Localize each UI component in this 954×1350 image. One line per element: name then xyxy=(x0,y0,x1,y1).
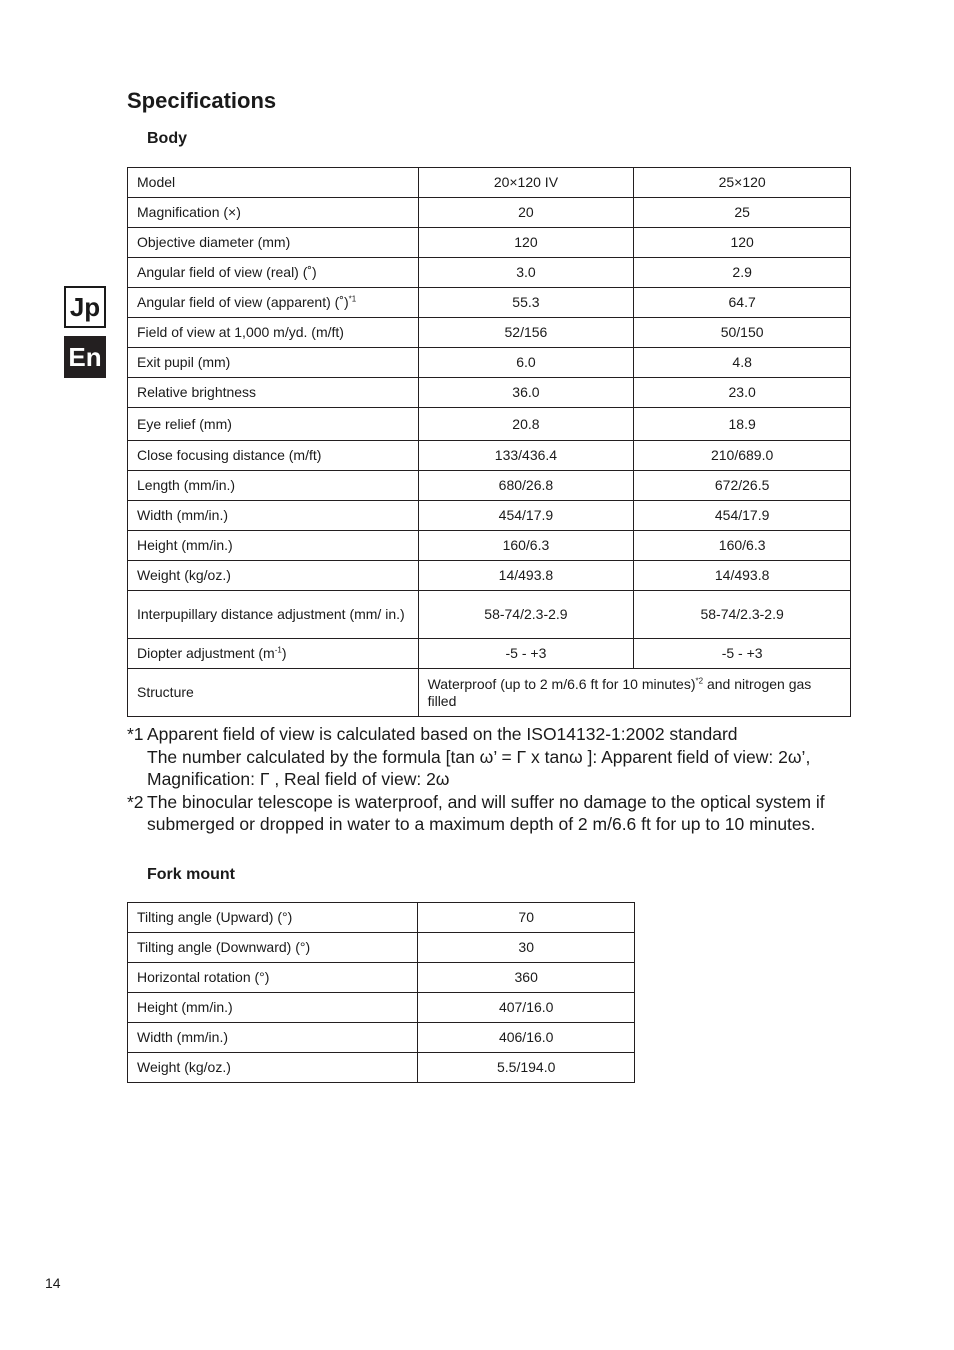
spec-label xyxy=(128,198,419,228)
language-tab-jp[interactable]: Jp xyxy=(64,286,106,328)
spec-label: Weight (kg/oz.) xyxy=(128,1053,418,1083)
table-row xyxy=(128,501,851,531)
spec-label-text: Weight (kg/oz.) xyxy=(137,567,231,583)
spec-value: 133/436.4 xyxy=(418,441,634,471)
spec-label-text: Interpupillary distance adjustment (mm/ in.) xyxy=(137,606,405,622)
spec-label xyxy=(128,639,419,669)
spec-label: Horizontal rotation (°) xyxy=(128,963,418,993)
spec-value: 23.0 xyxy=(634,378,851,408)
spec-value: 454/17.9 xyxy=(634,501,851,531)
spec-value: 120 xyxy=(634,228,851,258)
spec-value: 5.5/194.0 xyxy=(418,1053,635,1083)
page-number: 14 xyxy=(45,1275,61,1291)
table-row xyxy=(128,993,635,1023)
spec-value: 58-74/2.3-2.9 xyxy=(634,591,851,639)
spec-label xyxy=(128,348,419,378)
spec-label: Height (mm/in.) xyxy=(128,993,418,1023)
spec-label-text: Close focusing distance (m/ft) xyxy=(137,447,322,463)
spec-value: 14/493.8 xyxy=(634,561,851,591)
spec-value: 120 xyxy=(418,228,634,258)
table-row xyxy=(128,198,851,228)
spec-label-text: Eye relief (mm) xyxy=(137,415,232,432)
spec-value: 58-74/2.3-2.9 xyxy=(418,591,634,639)
spec-value: 2.9 xyxy=(634,258,851,288)
table-row xyxy=(128,903,635,933)
table-row xyxy=(128,408,851,441)
spec-value: 6.0 xyxy=(418,348,634,378)
spec-label-text: Width (mm/in.) xyxy=(137,507,228,523)
spec-value: 50/150 xyxy=(634,318,851,348)
spec-value: 30 xyxy=(418,933,635,963)
spec-label-text: Diopter adjustment (m xyxy=(137,645,275,661)
footnote-line: Apparent field of view is calculated based on the ISO14132-1:2002 standard xyxy=(147,724,738,744)
table-row xyxy=(128,1053,635,1083)
spec-value: 160/6.3 xyxy=(634,531,851,561)
spec-value: 672/26.5 xyxy=(634,471,851,501)
spec-value: 4.8 xyxy=(634,348,851,378)
spec-label-text: Exit pupil (mm) xyxy=(137,354,231,370)
table-row xyxy=(128,591,851,639)
spec-label-text: Magnification (×) xyxy=(137,204,241,220)
footnote-line: The number calculated by the formula [tan ω’ = Γ x tanω ]: Apparent field of view: 2ω’, Magnification: Γ , Real field of view: 2ω xyxy=(147,746,811,789)
header-cell: Model xyxy=(128,168,419,198)
spec-label: Tilting angle (Downward) (°) xyxy=(128,933,418,963)
footnote-marker: *1 xyxy=(127,724,144,744)
footnote-text xyxy=(147,791,857,836)
footnote xyxy=(127,723,857,791)
spec-label xyxy=(128,378,419,408)
table-row xyxy=(128,348,851,378)
spec-label xyxy=(128,288,419,318)
footnote xyxy=(127,791,857,836)
spec-value: 20.8 xyxy=(418,408,634,441)
footnote-marker: *2 xyxy=(127,791,144,812)
table-row xyxy=(128,669,851,717)
spec-value: 52/156 xyxy=(418,318,634,348)
spec-label: Structure xyxy=(128,669,419,717)
unit-exponent: -1 xyxy=(274,645,282,655)
body-heading: Body xyxy=(147,130,187,147)
table-row xyxy=(128,531,851,561)
header-cell: 25×120 xyxy=(634,168,851,198)
spec-value: 14/493.8 xyxy=(418,561,634,591)
table-row xyxy=(128,639,851,669)
spec-label xyxy=(128,258,419,288)
spec-label xyxy=(128,501,419,531)
footnote-text xyxy=(147,723,857,791)
spec-label xyxy=(128,408,419,441)
header-cell: 20×120 IV xyxy=(418,168,634,198)
language-tab-en[interactable]: En xyxy=(64,336,106,378)
spec-label-text: Angular field of view (real) (˚) xyxy=(137,264,317,280)
fork-mount-spec-table xyxy=(127,902,635,1083)
footnote-ref: *1 xyxy=(348,294,357,304)
spec-value: 454/17.9 xyxy=(418,501,634,531)
spec-value: 680/26.8 xyxy=(418,471,634,501)
spec-value: -5 - +3 xyxy=(634,639,851,669)
table-row xyxy=(128,378,851,408)
spec-label xyxy=(128,441,419,471)
spec-label xyxy=(128,591,419,639)
spec-label: Width (mm/in.) xyxy=(128,1023,418,1053)
structure-text: and nitrogen gas filled xyxy=(427,675,812,709)
table-row xyxy=(128,1023,635,1053)
table-row xyxy=(128,288,851,318)
spec-label-text: ) xyxy=(281,645,287,661)
spec-value: 407/16.0 xyxy=(418,993,635,1023)
spec-value: 18.9 xyxy=(634,408,851,441)
table-row xyxy=(128,318,851,348)
spec-label-text: Height (mm/in.) xyxy=(137,537,233,553)
spec-label xyxy=(128,561,419,591)
table-row xyxy=(128,168,851,198)
spec-label-text: Relative brightness xyxy=(137,384,257,400)
spec-label-text: Field of view at 1,000 m/yd. (m/ft) xyxy=(137,324,344,340)
spec-label xyxy=(128,228,419,258)
footnotes xyxy=(127,723,857,836)
spec-value: 55.3 xyxy=(418,288,634,318)
table-row xyxy=(128,963,635,993)
spec-value: 210/689.0 xyxy=(634,441,851,471)
spec-label: Tilting angle (Upward) (°) xyxy=(128,903,418,933)
spec-label-text: Angular field of view (apparent) (˚) xyxy=(137,294,349,310)
fork-mount-heading: Fork mount xyxy=(147,866,235,883)
spec-value: 64.7 xyxy=(634,288,851,318)
spec-value: 160/6.3 xyxy=(418,531,634,561)
spec-value: 25 xyxy=(634,198,851,228)
spec-label-text: Length (mm/in.) xyxy=(137,477,236,493)
spec-label-text: Objective diameter (mm) xyxy=(137,234,291,250)
spec-value: -5 - +3 xyxy=(418,639,634,669)
spec-label xyxy=(128,318,419,348)
table-row xyxy=(128,561,851,591)
footnote-ref: *2 xyxy=(695,675,704,685)
spec-value: 406/16.0 xyxy=(418,1023,635,1053)
spec-label xyxy=(128,471,419,501)
table-row xyxy=(128,441,851,471)
spec-value: 70 xyxy=(418,903,635,933)
table-row xyxy=(128,471,851,501)
table-row xyxy=(128,228,851,258)
spec-value: 360 xyxy=(418,963,635,993)
spec-value: 3.0 xyxy=(418,258,634,288)
page-title: Specifications xyxy=(127,88,277,113)
spec-label xyxy=(128,531,419,561)
table-row xyxy=(128,933,635,963)
spec-value xyxy=(418,669,850,717)
table-row xyxy=(128,258,851,288)
spec-value: 20 xyxy=(418,198,634,228)
spec-value: 36.0 xyxy=(418,378,634,408)
footnote-line: The binocular telescope is waterproof, and will suffer no damage to the optical system if submerged or dropped in water to a maximum depth of 2 m/6.6 ft for up to 10 minutes. xyxy=(147,791,825,834)
body-spec-table xyxy=(127,167,851,717)
structure-text: Waterproof (up to 2 m/6.6 ft for 10 minutes) xyxy=(427,675,696,692)
